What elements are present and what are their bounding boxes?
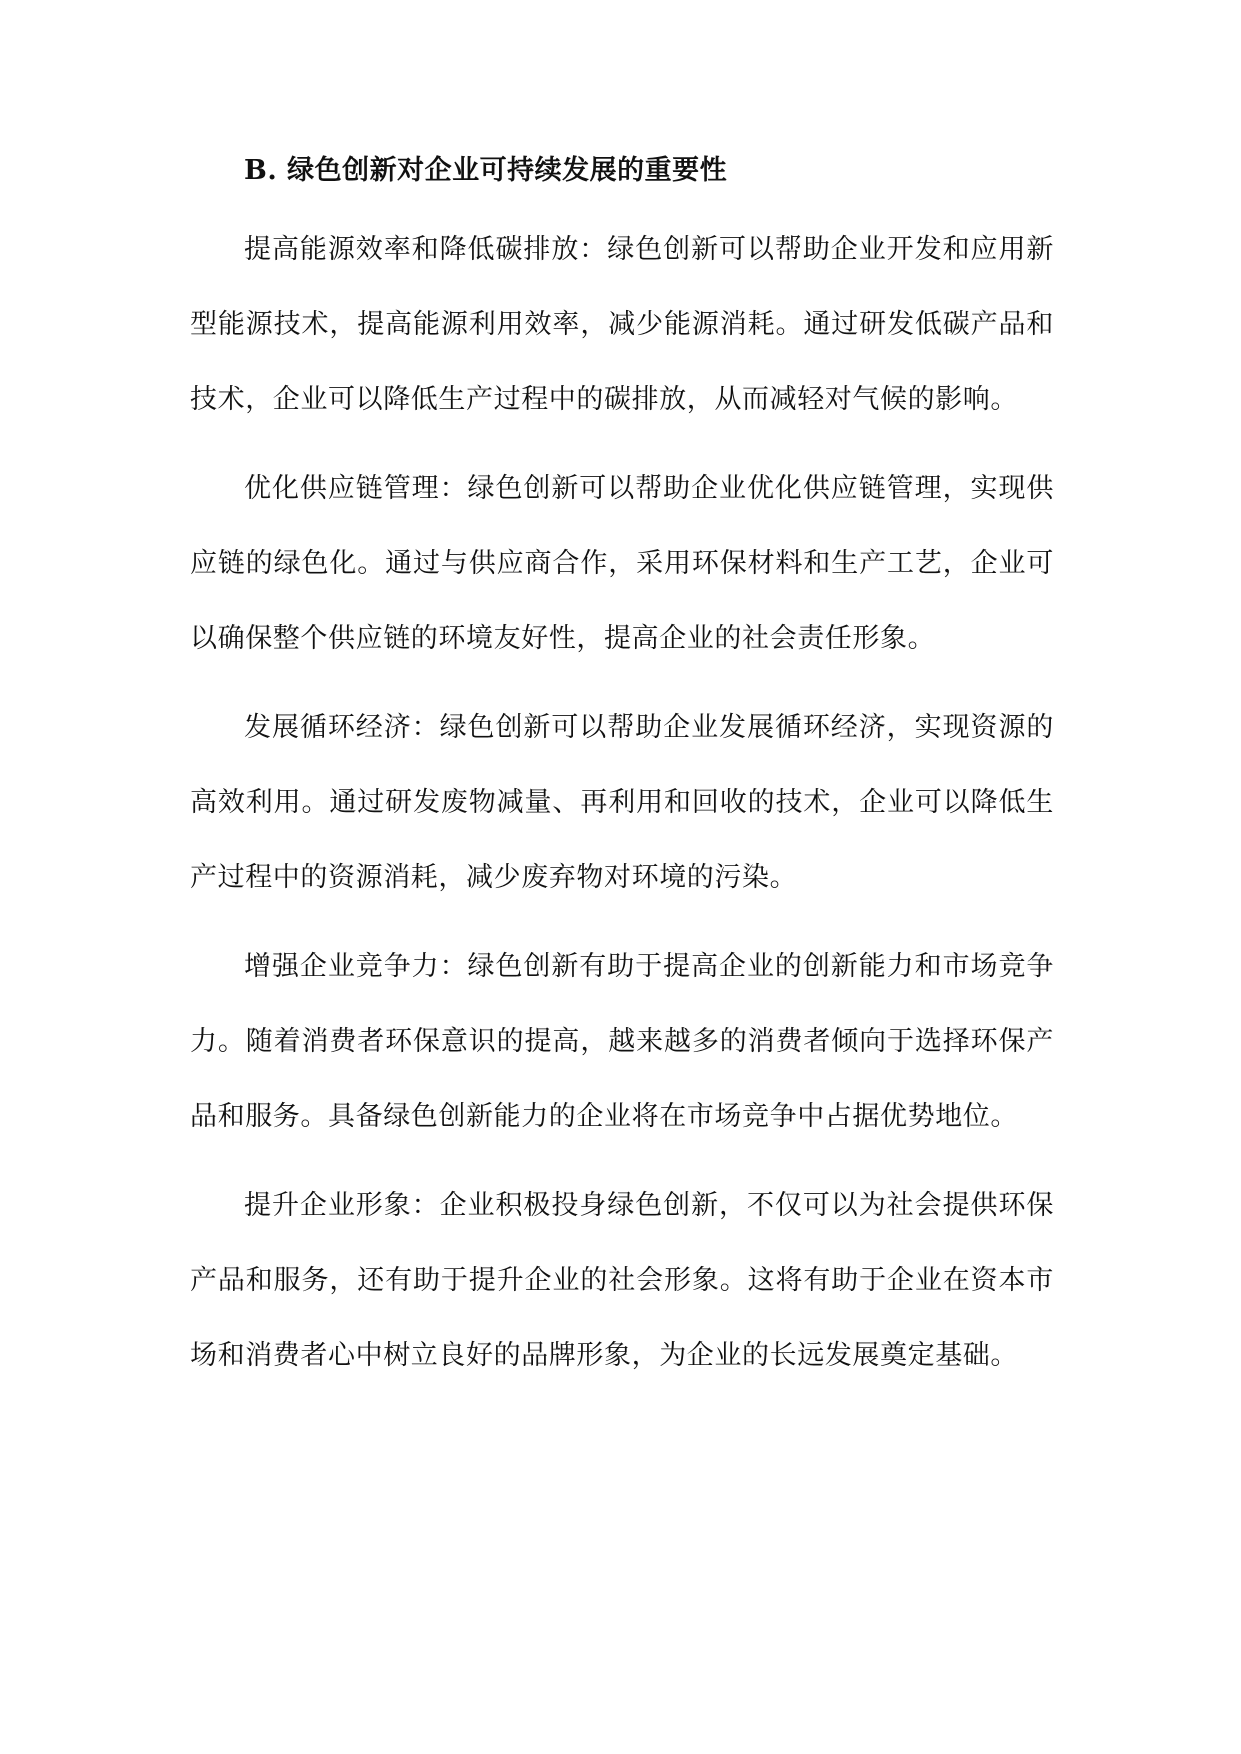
document-body (190, 140, 1054, 1393)
paragraph-energy-efficiency: 提高能源效率和降低碳排放：绿色创新可以帮助企业开发和应用新型能源技术，提高能源利用效率，减少能源消耗。通过研发低碳产品和技术，企业可以降低生产过程中的碳排放，从而减轻对气候的影响。 (190, 234, 1054, 415)
paragraph-competitiveness: 增强企业竞争力：绿色创新有助于提高企业的创新能力和市场竞争力。随着消费者环保意识的提高，越来越多的消费者倾向于选择环保产品和服务。具备绿色创新能力的企业将在市场竞争中占据优势地位。 (190, 951, 1054, 1132)
paragraph-corporate-image: 提升企业形象：企业积极投身绿色创新，不仅可以为社会提供环保产品和服务，还有助于提升企业的社会形象。这将有助于企业在资本市场和消费者心中树立良好的品牌形象，为企业的长远发展奠定基础。 (190, 1190, 1054, 1371)
paragraph-supply-chain: 优化供应链管理：绿色创新可以帮助企业优化供应链管理，实现供应链的绿色化。通过与供应商合作，采用环保材料和生产工艺，企业可以确保整个供应链的环境友好性，提高企业的社会责任形象。 (190, 473, 1054, 654)
section-heading: B. 绿色创新对企业可持续发展的重要性 (244, 155, 728, 186)
paragraph-circular-economy: 发展循环经济：绿色创新可以帮助企业发展循环经济，实现资源的高效利用。通过研发废物减量、再利用和回收的技术，企业可以降低生产过程中的资源消耗，减少废弃物对环境的污染。 (190, 712, 1054, 893)
